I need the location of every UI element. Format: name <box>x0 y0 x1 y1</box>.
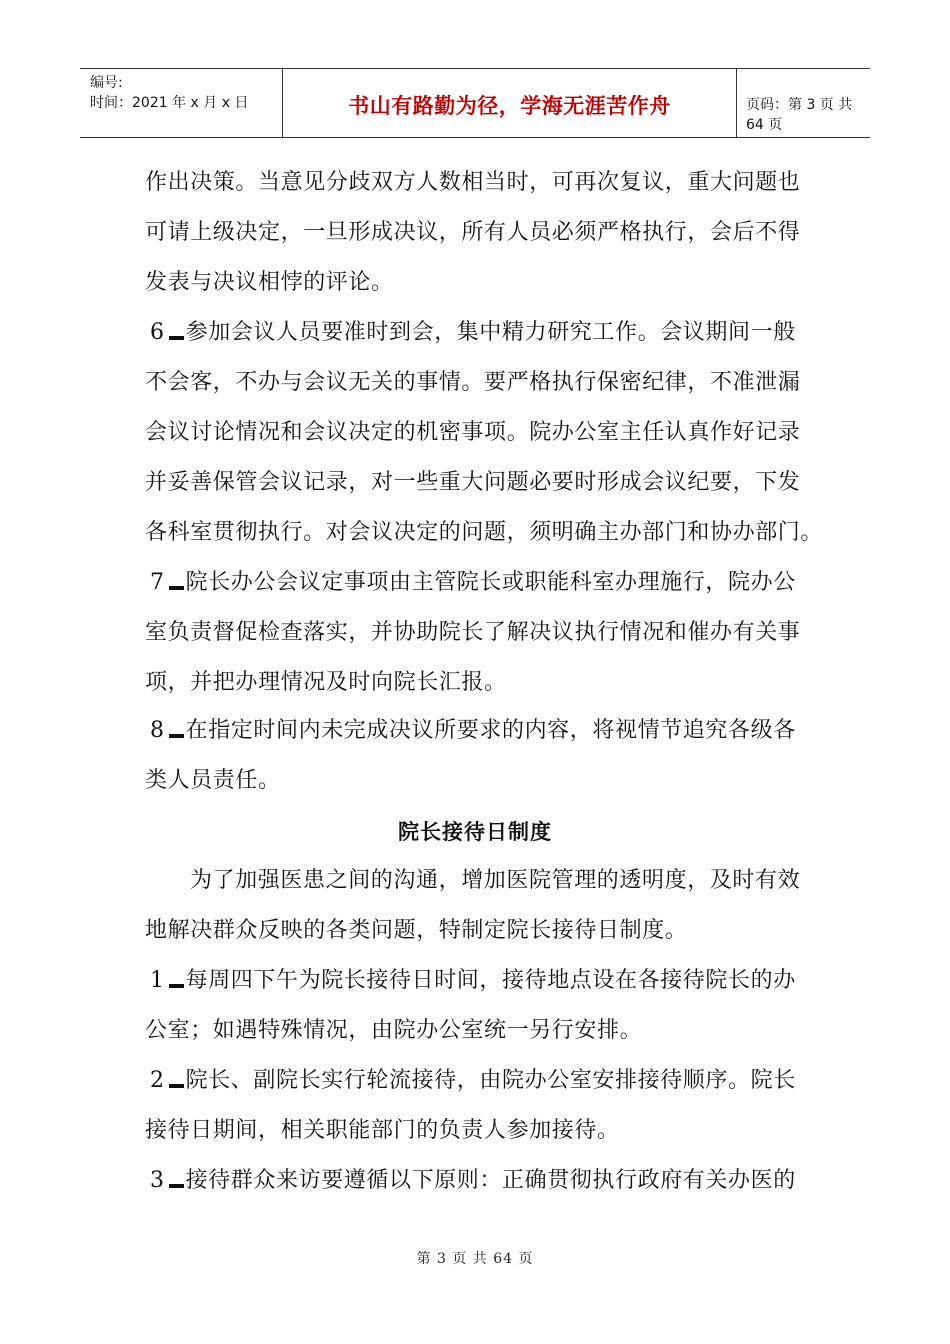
document-date: 时间：2021 年 x 月 x 日 <box>90 95 249 111</box>
item-number: 8 <box>150 718 165 743</box>
list-item-1 <box>150 966 796 996</box>
item-number: 1 <box>150 968 165 993</box>
item-number: 2 <box>150 1068 165 1093</box>
list-item-8 <box>150 716 796 746</box>
item-marker-icon <box>169 328 184 340</box>
text-line: 为了加强医患之间的沟通，增加医院管理的透明度，及时有效 <box>190 868 801 893</box>
text-line: 公室；如遇特殊情况，由院办公室统一另行安排。 <box>145 1018 643 1043</box>
item-number: 6 <box>150 320 165 345</box>
text-line: 接待日期间，相关职能部门的负责人参加接待。 <box>145 1118 620 1143</box>
item-marker-icon <box>169 1176 184 1188</box>
item-marker-icon <box>169 726 184 738</box>
item-text: 接待群众来访要遵循以下原则：正确贯彻执行政府有关办医的 <box>185 1168 796 1193</box>
header-motto-cell <box>283 69 737 137</box>
section-title: 院长接待日制度 <box>398 819 552 844</box>
text-line: 并妥善保管会议记录，对一些重大问题必要时形成会议纪要，下发 <box>145 470 801 495</box>
header-page-cell <box>737 69 870 137</box>
text-line: 发表与决议相悖的评论。 <box>145 270 394 295</box>
text-line: 室负责督促检查落实，并协助院长了解决议执行情况和催办有关事 <box>145 620 801 645</box>
item-text: 在指定时间内未完成决议所要求的内容，将视情节追究各级各 <box>185 718 796 743</box>
list-item-3 <box>150 1166 796 1196</box>
item-text: 院长办公会议定事项由主管院长或职能科室办理施行，院办公 <box>185 570 796 595</box>
text-line: 各科室贯彻执行。对会议决定的问题，须明确主办部门和协办部门。 <box>145 520 824 545</box>
item-marker-icon <box>169 976 184 988</box>
header-meta-cell <box>80 69 283 137</box>
text-line: 作出决策。当意见分歧双方人数相当时，可再次复议，重大问题也 <box>145 170 801 195</box>
item-marker-icon <box>169 1076 184 1088</box>
item-text: 参加会议人员要准时到会，集中精力研究工作。会议期间一般 <box>185 320 796 345</box>
item-number: 7 <box>150 570 165 595</box>
text-line: 可请上级决定，一旦形成决议，所有人员必须严格执行，会后不得 <box>145 220 801 245</box>
list-item-7 <box>150 568 796 598</box>
item-text: 每周四下午为院长接待日时间，接待地点设在各接待院长的办 <box>185 968 796 993</box>
header-motto: 书山有路勤为径，学海无涯苦作舟 <box>348 94 671 118</box>
text-line: 项，并把办理情况及时向院长汇报。 <box>145 670 507 695</box>
page-header <box>80 68 870 138</box>
list-item-6 <box>150 318 796 348</box>
item-marker-icon <box>169 578 184 590</box>
page-footer: 第 3 页 共 64 页 <box>416 1251 534 1267</box>
text-line: 不会客，不办与会议无关的事情。要严格执行保密纪律，不准泄漏 <box>145 370 801 395</box>
text-line: 地解决群众反映的各类问题，特制定院长接待日制度。 <box>145 918 688 943</box>
header-page-info: 页码：第 3 页 共 64 页 <box>746 97 853 133</box>
document-number-label: 编号: <box>90 75 123 91</box>
list-item-2 <box>150 1066 796 1096</box>
text-line: 类人员责任。 <box>145 768 281 793</box>
item-number: 3 <box>150 1168 165 1193</box>
item-text: 院长、副院长实行轮流接待，由院办公室安排接待顺序。院长 <box>185 1068 796 1093</box>
text-line: 会议讨论情况和会议决定的机密事项。院办公室主任认真作好记录 <box>145 420 801 445</box>
